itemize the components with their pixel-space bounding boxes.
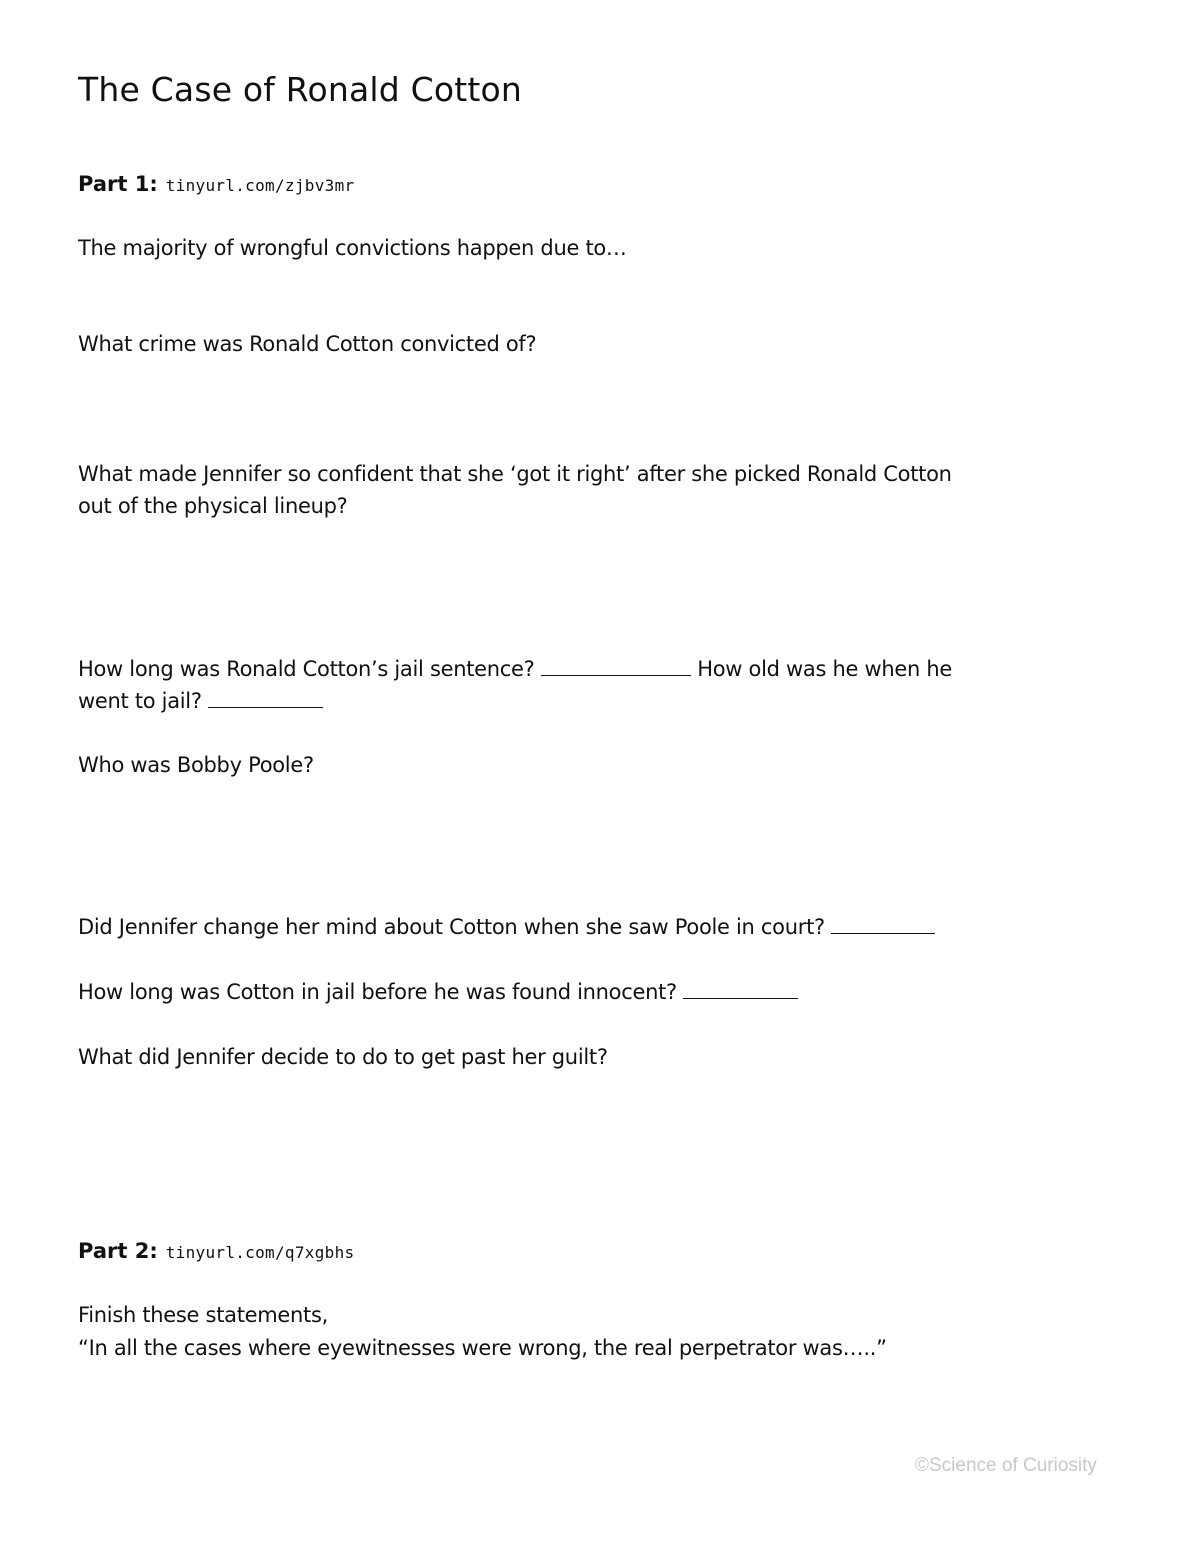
part-1-label: Part 1: <box>78 172 158 196</box>
answer-blank-age[interactable] <box>208 687 323 708</box>
question-changed-mind-text: Did Jennifer change her mind about Cotton when she saw Poole in court? <box>78 915 825 939</box>
part-2-heading <box>78 1238 354 1266</box>
finish-statements-instruction: Finish these statements, <box>78 1303 328 1327</box>
question-jennifer-confident-line1: What made Jennifer so confident that she ‘got it right’ after she picked Ronald Cotton <box>78 462 952 486</box>
question-majority-wrongful-convictions: The majority of wrongful convictions happen due to… <box>78 236 627 260</box>
question-age-text: How old was he when he <box>697 657 953 681</box>
part-2-url: tinyurl.com/q7xgbhs <box>165 1243 355 1262</box>
part-1-url: tinyurl.com/zjbv3mr <box>165 176 355 195</box>
question-crime-convicted: What crime was Ronald Cotton convicted of? <box>78 332 537 356</box>
question-jail-sentence <box>78 653 952 685</box>
statement-real-perpetrator: “In all the cases where eyewitnesses were wrong, the real perpetrator was…..” <box>78 1336 887 1360</box>
answer-blank-changed-mind[interactable] <box>831 913 935 934</box>
part-1-heading <box>78 171 354 199</box>
answer-blank-time-in-jail[interactable] <box>683 978 798 999</box>
question-time-in-jail <box>78 976 798 1008</box>
page-title: The Case of Ronald Cotton <box>78 70 523 109</box>
question-age-jail-line2 <box>78 685 323 717</box>
answer-blank-sentence[interactable] <box>541 655 691 676</box>
copyright-watermark: ©Science of Curiosity <box>915 1455 1097 1476</box>
question-jennifer-confident-line2: out of the physical lineup? <box>78 494 348 518</box>
question-get-past-guilt: What did Jennifer decide to do to get past her guilt? <box>78 1045 608 1069</box>
part-2-label: Part 2: <box>78 1239 158 1263</box>
question-jail-sentence-text: How long was Ronald Cotton’s jail sentence? <box>78 657 535 681</box>
question-changed-mind <box>78 911 935 943</box>
question-age-jail-text: went to jail? <box>78 689 202 713</box>
question-time-in-jail-text: How long was Cotton in jail before he was found innocent? <box>78 980 677 1004</box>
question-bobby-poole: Who was Bobby Poole? <box>78 753 314 777</box>
